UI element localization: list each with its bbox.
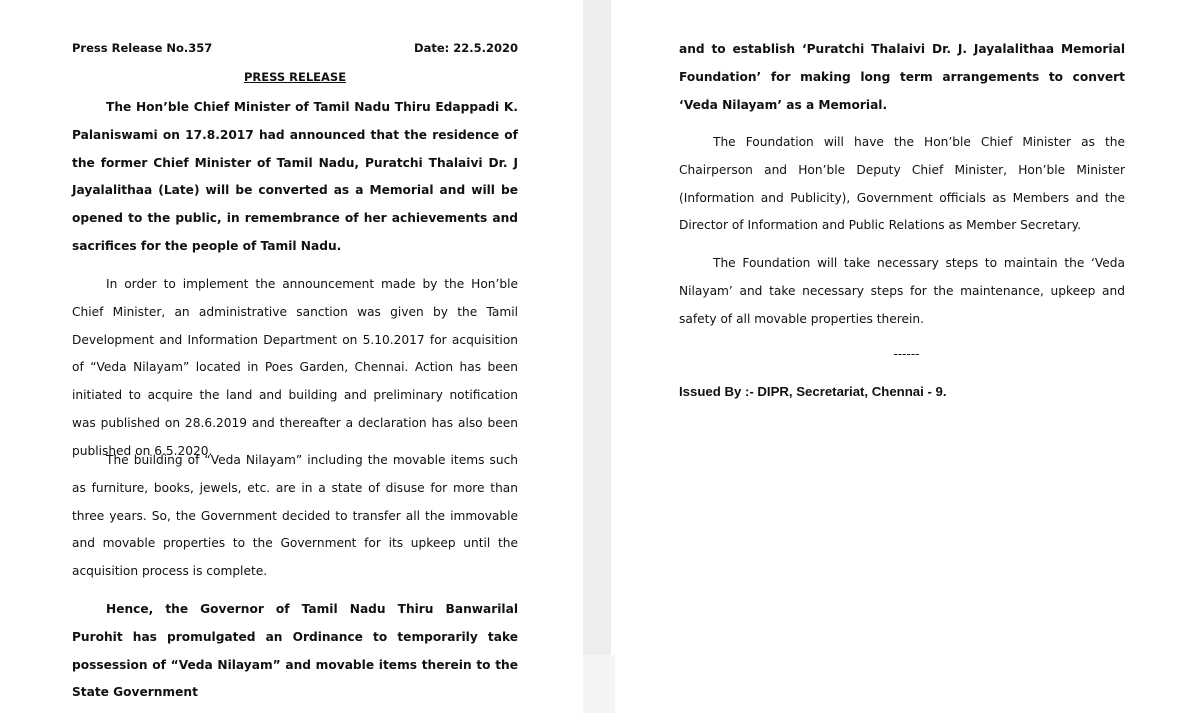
press-release-number: Press Release No.357 (72, 41, 213, 55)
release-date: Date: 22.5.2020 (414, 41, 518, 55)
paragraph-foundation: and to establish ‘Puratchi Thalaivi Dr. J. Jayalalithaa Memorial Foundation’ for making long term arrangements to convert ‘Veda Nilayam’ as a Memorial. (679, 42, 1125, 112)
page-title: PRESS RELEASE (243, 70, 347, 84)
paragraph-foundation-members: The Foundation will have the Hon’ble Chief Minister as the Chairperson and Hon’ble Deputy Chief Minister, Hon’ble Minister (Information and Publicity), Government officials as Members and the Director of Information and Public Relations as Member Secretary. (679, 135, 1125, 233)
page-gutter-left (583, 0, 611, 655)
paragraph-announcement: The Hon’ble Chief Minister of Tamil Nadu Thiru Edappadi K. Palaniswami on 17.8.2017 had announced that the residence of the former Chief Minister of Tamil Nadu, Puratchi Thalaivi Dr. J Jayalalithaa (Late) will be converted as a Memorial and will be opened to the public, in remembrance of her achievements and sacrifices for the people of Tamil Nadu. (72, 100, 518, 253)
paragraph-acquisition: In order to implement the announcement made by the Hon’ble Chief Minister, an administrative sanction was given by the Tamil Development and Information Department on 5.10.2017 for acquisition of “Veda Nilayam” located in Poes Garden, Chennai. Action has been initiated to acquire the land and building and preliminary notification was published on 28.6.2019 and thereafter a declaration has also been published on 6.5.2020. (72, 277, 518, 458)
separator-dashes: ------ (893, 347, 920, 361)
paragraph-disuse: The building of “Veda Nilayam” including the movable items such as furniture, books, jewels, etc. are in a state of disuse for more than three years. So, the Government decided to transfer all the immovable and movable properties to the Government for its upkeep until the acquisition process is complete. (72, 453, 518, 579)
paragraph-foundation-duties: The Foundation will take necessary steps to maintain the ‘Veda Nilayam’ and take necessary steps for the maintenance, upkeep and safety of all movable properties therein. (679, 256, 1125, 326)
issued-by: Issued By :- DIPR, Secretariat, Chennai - 9. (679, 384, 947, 399)
document-page-right-lower (615, 655, 1200, 713)
paragraph-ordinance: Hence, the Governor of Tamil Nadu Thiru Banwarilal Purohit has promulgated an Ordinance to temporarily take possession of “Veda Nilayam” and movable items therein to the State Government (72, 602, 518, 700)
